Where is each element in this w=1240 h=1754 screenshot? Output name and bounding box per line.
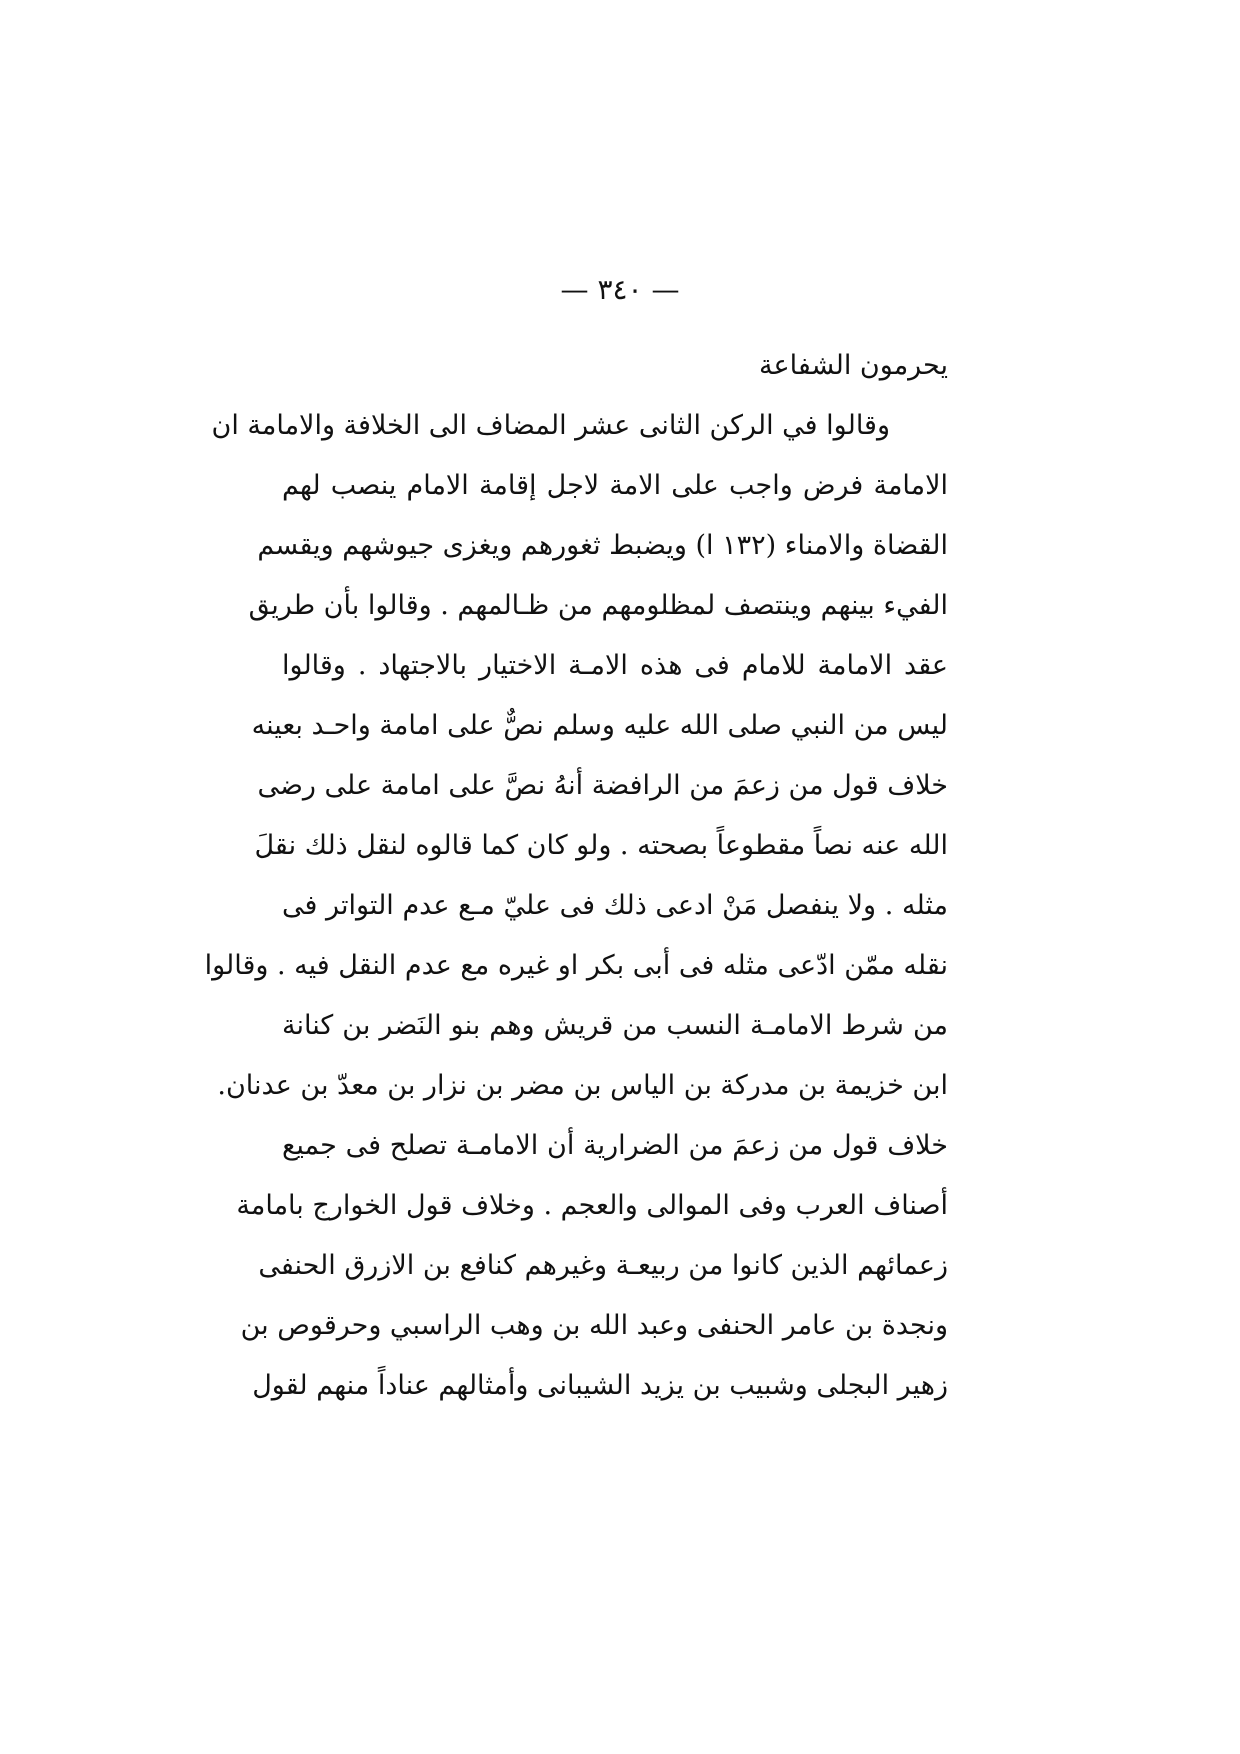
text-line: عقد الامامة للامام فى هذه الامـة الاختيار بالاجتهاد . وقالوا [282,650,948,681]
text-line: وقالوا في الركن الثانى عشر المضاف الى الخلافة والامامة ان [211,410,890,441]
text-line: مثله . ولا ينفصل مَنْ ادعى ذلك فى عليّ مـع عدم التواتر فى [282,890,948,921]
text-line: نقله ممّن ادّعى مثله فى أبى بكر او غيره مع عدم النقل فيه . وقالوا [204,950,948,981]
text-line: زعمائهم الذين كانوا من ربيعـة وغيرهم كنافع بن الازرق الحنفى [258,1250,948,1281]
text-line: يحرمون الشفاعة [759,350,948,381]
text-line: القضاة والامناء (١٣٢ ا) ويضبط ثغورهم ويغزى جيوشهم ويقسم [257,530,948,561]
text-line: الله عنه نصاً مقطوعاً بصحته . ولو كان كما قالوه لنقل ذلك نقلَ [254,830,948,861]
text-line: خلاف قول من زعمَ من الضرارية أن الامامـة تصلح فى جميع [282,1130,948,1161]
text-line: ابن خزيمة بن مدركة بن الياس بن مضر بن نزار بن معدّ بن عدنان. [217,1070,948,1101]
body-text [204,336,948,1416]
page-number: — ٣٤٠ — [560,273,680,306]
text-line: من شرط الامامـة النسب من قريش وهم بنو النَضر بن كنانة [282,1010,948,1041]
text-line: أصناف العرب وفى الموالى والعجم . وخلاف قول الخوارج بامامة [236,1190,948,1221]
text-line: خلاف قول من زعمَ من الرافضة أنهُ نصَّ على امامة على رضى [257,770,948,801]
text-line: زهير البجلى وشبيب بن يزيد الشيبانى وأمثالهم عناداً منهم لقول [252,1370,948,1401]
text-line: الامامة فرض واجب على الامة لاجل إقامة الامام ينصب لهم [282,470,948,501]
text-line: الفيء بينهم وينتصف لمظلومهم من ظـالمهم . وقالوا بأن طريق [248,590,948,621]
text-line: ونجدة بن عامر الحنفى وعبد الله بن وهب الراسبي وحرقوص بن [240,1310,948,1341]
text-line: ليس من النبي صلى الله عليه وسلم نصٌّ على امامة واحـد بعينه [251,710,948,741]
